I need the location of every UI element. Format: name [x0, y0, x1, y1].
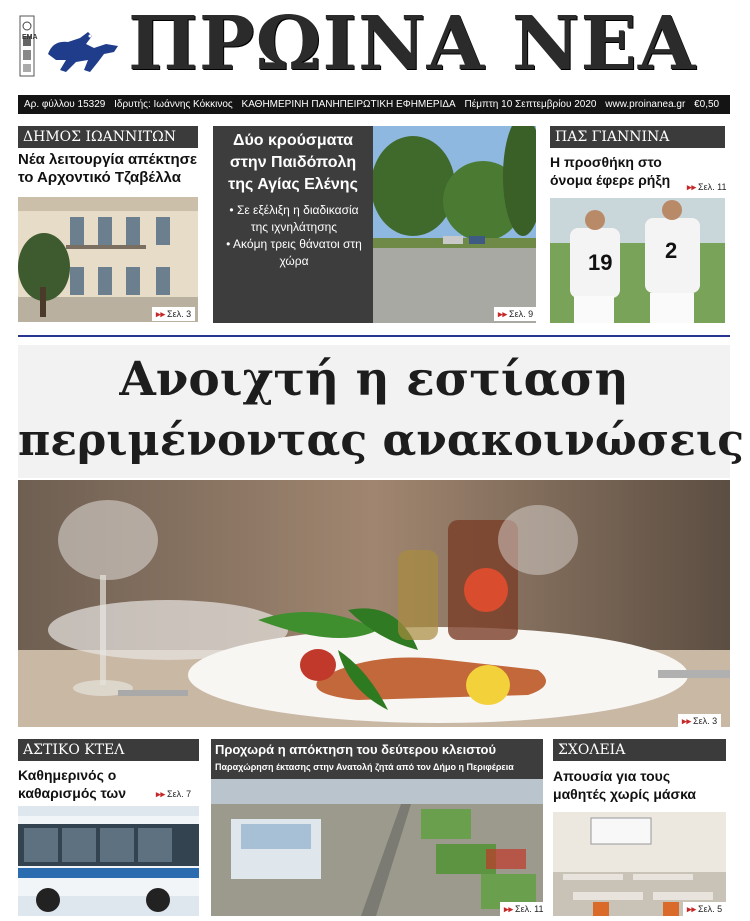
pas-players-photo — [550, 198, 725, 323]
section-head-ktel: ΑΣΤΙΚΟ ΚΤΕΛ — [18, 739, 199, 761]
section-head-dimos: ΔΗΜΟΣ ΙΩΑΝΝΙΤΩΝ — [18, 126, 198, 148]
info-bar — [18, 95, 730, 114]
section-head-pas: ΠΑΣ ΓΙΑΝΝΙΝΑ — [550, 126, 725, 148]
separator-line — [18, 335, 730, 337]
page-ref-p11-top[interactable]: ▸▸ Σελ. 11 — [683, 180, 730, 194]
jersey-number-left: 19 — [588, 250, 613, 275]
price: €0,50 — [694, 99, 720, 110]
horse-emblem-icon — [18, 14, 128, 84]
covid-story-box — [213, 126, 373, 323]
double-arrow-icon: ▸▸ — [156, 789, 166, 799]
story-title-archontiko[interactable]: Νέα λειτουργία απέκτησε το Αρχοντικό Τζαβέλλα — [18, 151, 198, 186]
story-title-kleistou[interactable]: Προχωρά η απόκτηση του δεύτερου κλειστού — [215, 742, 497, 757]
tagline: ΚΑΘΗΜΕΡΙΝΗ ΠΑΝΗΠΕΙΡΩΤΙΚΗ ΕΦΗΜΕΡΙΔΑ — [241, 99, 456, 110]
restaurant-dish-photo — [18, 480, 730, 727]
headline-line-1[interactable]: Ανοιχτή η εστίαση — [119, 352, 629, 407]
website-link[interactable]: www.proinanea.gr — [605, 99, 686, 110]
page-ref-p3-main[interactable]: ▸▸ Σελ. 3 — [678, 714, 721, 728]
bus-photo — [18, 806, 199, 916]
double-arrow-icon: ▸▸ — [156, 309, 166, 319]
bullet-thanatoi: • Ακόμη τρεις θάνατοι στη χώρα — [226, 237, 362, 268]
aerial-field-photo — [211, 779, 543, 916]
founder: Ιδρυτής: Ιωάννης Κόκκινος — [114, 99, 233, 110]
issue-number: Αρ. φύλλου 15329 — [24, 99, 106, 110]
double-arrow-icon: ▸▸ — [687, 904, 697, 914]
story-title-kroumata[interactable]: Δύο κρούσματα στην Παιδόπολη της Αγίας Ελένης — [228, 132, 358, 193]
page-ref-p11-bottom[interactable]: ▸▸ Σελ. 11 — [500, 902, 547, 916]
double-arrow-icon: ▸▸ — [682, 716, 692, 726]
newspaper-title: ΠΡΩΙΝΑ ΝΕΑ — [128, 1, 697, 87]
page-ref-p7[interactable]: ▸▸ Σελ. 7 — [152, 787, 195, 801]
logo-tag: ΕΜΑ — [22, 34, 38, 41]
newspaper-logo — [18, 14, 128, 84]
page-ref-p9[interactable]: ▸▸ Σελ. 9 — [494, 307, 537, 321]
story-title-rixi[interactable]: Η προσθήκη στο όνομα έφερε ρήξη — [550, 154, 671, 188]
page-ref-p3-top[interactable]: ▸▸ Σελ. 3 — [152, 307, 195, 321]
paidopoli-photo — [373, 126, 536, 323]
jersey-number-right: 2 — [665, 238, 678, 263]
bullet-ichnilatisi: • Σε εξέλιξη η διαδικασία της ιχνηλάτησης — [229, 203, 359, 234]
double-arrow-icon: ▸▸ — [687, 182, 697, 192]
story-subtitle-kleistou: Παραχώρηση έκτασης στην Ανατολή ζητά από τον Δήμο η Περιφέρεια — [215, 762, 514, 772]
classroom-photo — [553, 812, 726, 916]
story-title-ktel[interactable]: Καθημερινός ο καθαρισμός των — [18, 767, 127, 801]
double-arrow-icon: ▸▸ — [504, 904, 514, 914]
story-title-maska[interactable]: Απουσία για τους μαθητές χωρίς μάσκα — [553, 768, 697, 802]
headline-line-2[interactable]: περιμένοντας ανακοινώσεις — [18, 415, 744, 466]
section-head-scholeia: ΣΧΟΛΕΙΑ — [553, 739, 726, 761]
gym-story-head — [211, 739, 543, 779]
main-headline — [18, 345, 744, 478]
page-ref-p5[interactable]: ▸▸ Σελ. 5 — [683, 902, 726, 916]
archontiko-photo — [18, 197, 198, 322]
issue-date: Πέμπτη 10 Σεπτεμβρίου 2020 — [464, 99, 597, 110]
double-arrow-icon: ▸▸ — [498, 309, 508, 319]
